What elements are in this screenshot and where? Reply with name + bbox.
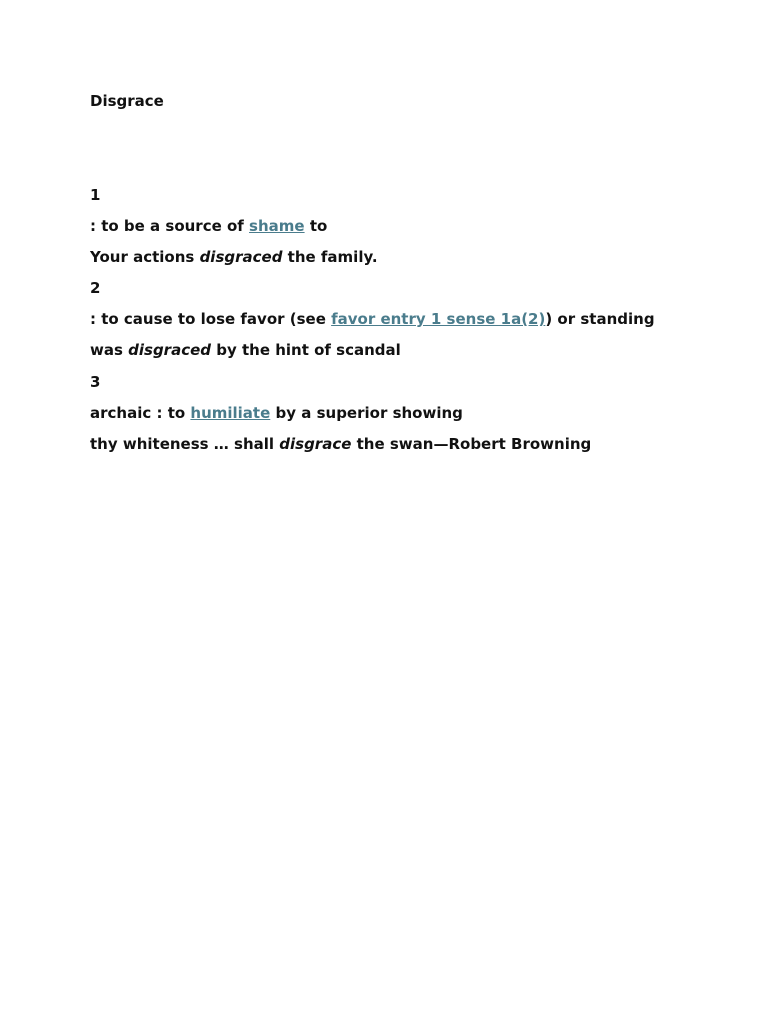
sense-3-def-prefix: archaic : to — [90, 404, 191, 422]
sense-3-example — [90, 435, 591, 453]
sense-1-number: 1 — [90, 186, 101, 204]
sense-3-def-suffix: by a superior showing — [270, 404, 463, 422]
sense-1-example — [90, 248, 378, 266]
sense-3-number: 3 — [90, 373, 101, 391]
sense-1-example-prefix: Your actions — [90, 248, 200, 266]
sense-2-definition — [90, 310, 655, 328]
sense-2-def-prefix: : to cause to lose favor (see — [90, 310, 332, 328]
sense-1-example-suffix: the family. — [282, 248, 378, 266]
sense-2-example-suffix: by the hint of scandal — [211, 341, 401, 359]
sense-1-def-suffix: to — [304, 217, 328, 235]
sense-3-example-word: disgrace — [279, 435, 352, 453]
sense-3-example-prefix: thy whiteness … shall — [90, 435, 280, 453]
humiliate-link[interactable]: humiliate — [190, 404, 271, 422]
sense-2-example-word: disgraced — [128, 341, 212, 359]
sense-2-number: 2 — [90, 279, 101, 297]
sense-2-def-suffix: ) or standing — [545, 310, 655, 328]
sense-2-example-prefix: was — [90, 341, 129, 359]
document-title: Disgrace — [90, 92, 164, 110]
sense-3-definition — [90, 404, 463, 422]
shame-link[interactable]: shame — [249, 217, 305, 235]
sense-2-example — [90, 341, 401, 359]
sense-3-example-suffix: the swan—Robert Browning — [351, 435, 592, 453]
sense-1-example-word: disgraced — [199, 248, 283, 266]
sense-1-definition — [90, 217, 327, 235]
favor-entry-link[interactable]: favor entry 1 sense 1a(2) — [331, 310, 546, 328]
sense-1-def-prefix: : to be a source of — [90, 217, 250, 235]
